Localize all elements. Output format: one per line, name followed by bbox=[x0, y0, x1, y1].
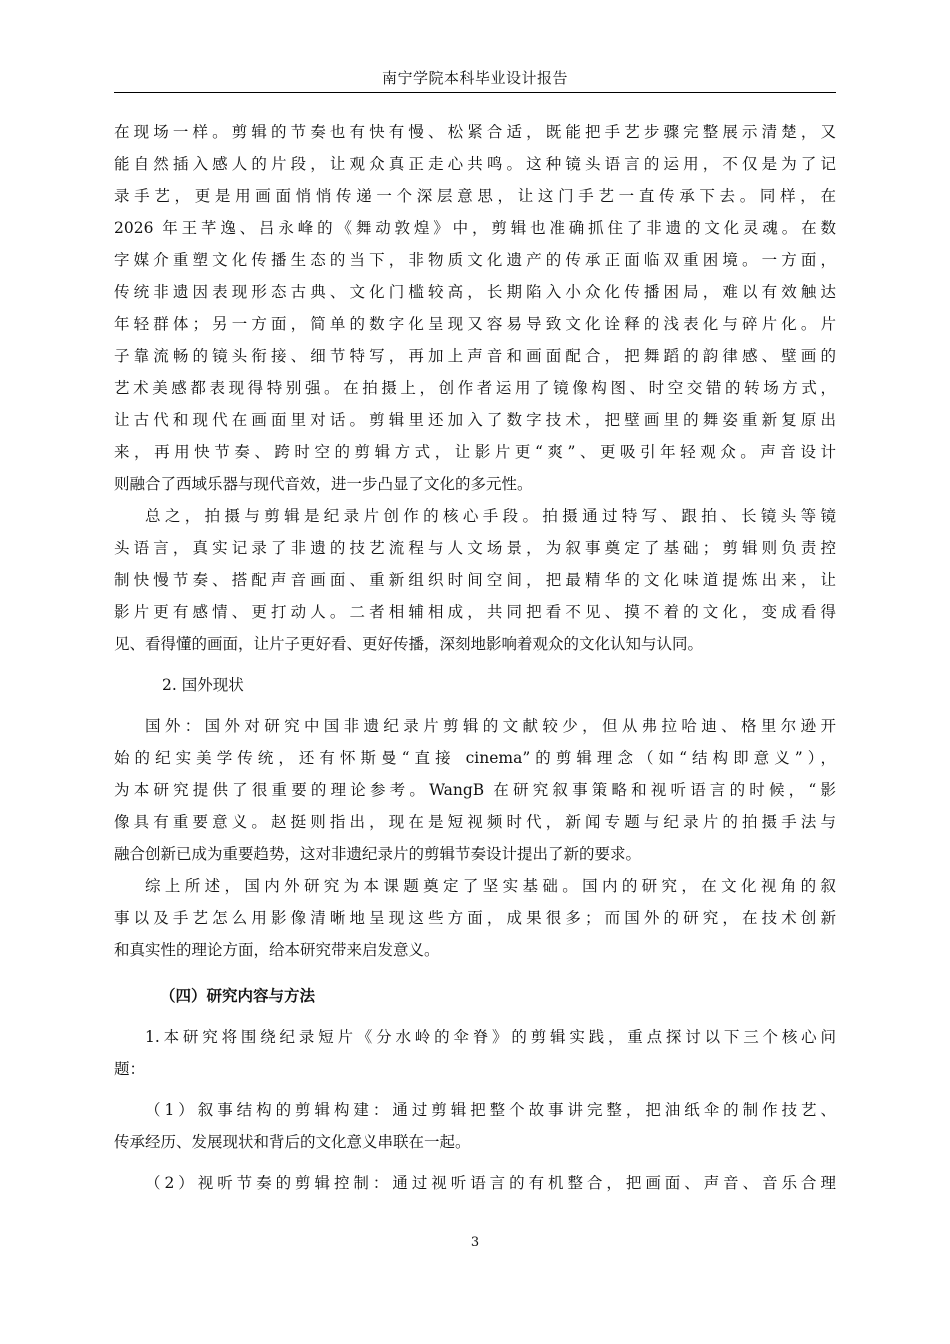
paragraph bbox=[114, 870, 836, 966]
text-line: 传统非遗因表现形态古典、文化门槛较高，长期陷入小众化传播困局，难以有效触达 bbox=[114, 283, 836, 301]
paragraph bbox=[114, 116, 836, 500]
text-line: 为本研究提供了很重要的理论参考。WangB 在研究叙事策略和视听语言的时候，“影 bbox=[114, 781, 836, 799]
text-line: 融合创新已成为重要趋势，这对非遗纪录片的剪辑节奏设计提出了新的要求。 bbox=[114, 845, 642, 863]
section-heading: （四）研究内容与方法 bbox=[160, 986, 316, 1005]
text-line: 让古代和现代在画面里对话。剪辑里还加入了数字技术，把壁画里的舞姿重新复原出 bbox=[114, 411, 836, 429]
text-line: 传承经历、发展现状和背后的文化意义串联在一起。 bbox=[114, 1133, 471, 1151]
document-body bbox=[114, 116, 836, 1199]
paragraph bbox=[114, 500, 836, 660]
text-line: 1.本研究将围绕纪录短片《分水岭的伞脊》的剪辑实践，重点探讨以下三个核心问 bbox=[145, 1028, 836, 1046]
subsection-heading: 2. 国外现状 bbox=[162, 676, 244, 694]
text-line: 和真实性的理论方面，给本研究带来启发意义。 bbox=[114, 941, 440, 959]
text-line: 综上所述，国内外研究为本课题奠定了坚实基础。国内的研究，在文化视角的叙 bbox=[145, 877, 836, 895]
page-number: 3 bbox=[470, 1235, 480, 1250]
text-line: （1）叙事结构的剪辑构建：通过剪辑把整个故事讲完整，把油纸伞的制作技艺、 bbox=[145, 1101, 836, 1119]
paragraph bbox=[114, 710, 836, 870]
paragraph bbox=[114, 1021, 836, 1085]
text-line: 年轻群体；另一方面，简单的数字化呈现又容易导致文化诠释的浅表化与碎片化。片 bbox=[114, 315, 836, 333]
list-item bbox=[114, 1094, 836, 1158]
text-line: 见、看得懂的画面，让片子更好看、更好传播，深刻地影响着观众的文化认知与认同。 bbox=[114, 635, 704, 653]
text-line: （2）视听节奏的剪辑控制：通过视听语言的有机整合，把画面、声音、音乐合理 bbox=[145, 1174, 836, 1192]
text-line: 总之，拍摄与剪辑是纪录片创作的核心手段。拍摄通过特写、跟拍、长镜头等镜 bbox=[145, 507, 836, 525]
text-line: 则融合了西域乐器与现代音效，进一步凸显了文化的多元性。 bbox=[114, 475, 533, 493]
page-header: 南宁学院本科毕业设计报告 bbox=[381, 69, 568, 87]
text-line: 录手艺，更是用画面悄悄传递一个深层意思，让这门手艺一直传承下去。同样，在 bbox=[114, 187, 836, 205]
text-line: 像具有重要意义。赵挺则指出，现在是短视频时代，新闻专题与纪录片的拍摄手法与 bbox=[114, 813, 836, 831]
text-line: 制快慢节奏、搭配声音画面、重新组织时间空间，把最精华的文化味道提炼出来，让 bbox=[114, 571, 836, 589]
text-line: 在现场一样。剪辑的节奏也有快有慢、松紧合适，既能把手艺步骤完整展示清楚，又 bbox=[114, 123, 836, 141]
header-rule bbox=[114, 92, 836, 93]
text-line: 艺术美感都表现得特别强。在拍摄上，创作者运用了镜像构图、时空交错的转场方式， bbox=[114, 379, 836, 397]
text-line: 事以及手艺怎么用影像清晰地呈现这些方面，成果很多；而国外的研究，在技术创新 bbox=[114, 909, 836, 927]
text-line: 能自然插入感人的片段，让观众真正走心共鸣。这种镜头语言的运用，不仅是为了记 bbox=[114, 155, 836, 173]
text-line: 始的纪实美学传统，还有怀斯曼“直接 cinema”的剪辑理念（如“结构即意义”）， bbox=[114, 749, 836, 767]
text-line: 来，再用快节奏、跨时空的剪辑方式，让影片更“爽”、更吸引年轻观众。声音设计 bbox=[114, 443, 836, 461]
list-item bbox=[114, 1167, 836, 1199]
text-line: 子靠流畅的镜头衔接、细节特写，再加上声音和画面配合，把舞蹈的韵律感、壁画的 bbox=[114, 347, 836, 365]
text-line: 头语言，真实记录了非遗的技艺流程与人文场景，为叙事奠定了基础；剪辑则负责控 bbox=[114, 539, 836, 557]
text-line: 国外：国外对研究中国非遗纪录片剪辑的文献较少，但从弗拉哈迪、格里尔逊开 bbox=[145, 717, 836, 735]
text-line: 影片更有感情、更打动人。二者相辅相成，共同把看不见、摸不着的文化，变成看得 bbox=[114, 603, 836, 621]
text-line: 2026 年王芊逸、吕永峰的《舞动敦煌》中，剪辑也准确抓住了非遗的文化灵魂。在数 bbox=[114, 219, 836, 237]
text-line: 题： bbox=[114, 1060, 146, 1078]
text-line: 字媒介重塑文化传播生态的当下，非物质文化遗产的传承正面临双重困境。一方面， bbox=[114, 251, 836, 269]
